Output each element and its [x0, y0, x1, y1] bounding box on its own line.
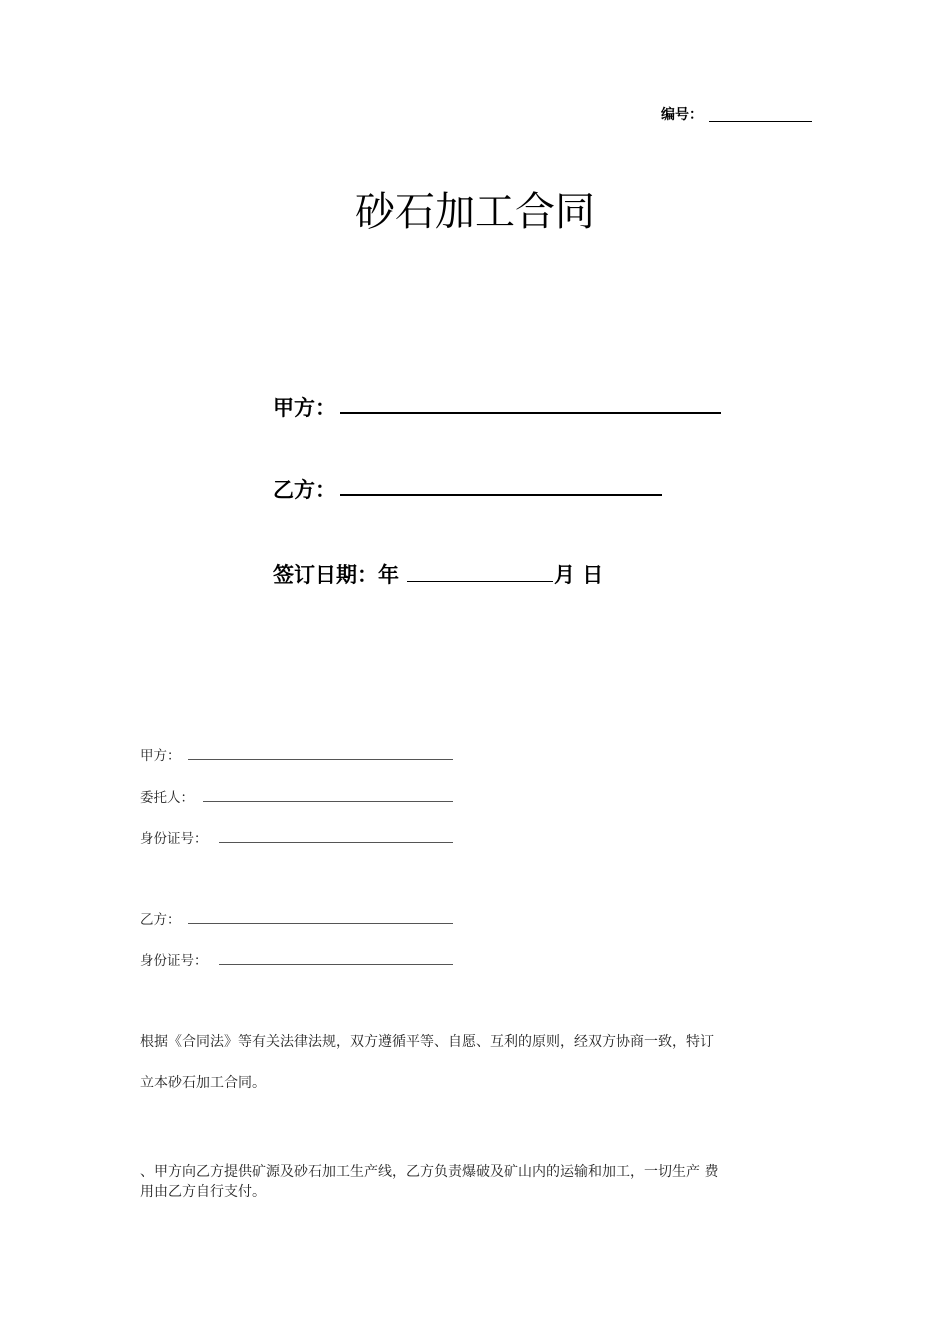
cover-date-label: 签订日期：年 [273, 563, 399, 587]
party-b-id-label: 身份证号： [140, 953, 208, 969]
party-a-id-blank[interactable] [219, 842, 453, 843]
party-a-blank[interactable] [188, 759, 453, 760]
cover-party-a-label: 甲方： [273, 396, 336, 420]
doc-number-blank[interactable] [709, 121, 812, 122]
party-b-label: 乙方： [140, 912, 181, 928]
party-a-id-label: 身份证号： [140, 831, 208, 847]
party-a-label: 甲方： [140, 748, 181, 764]
cover-party-a-blank[interactable] [340, 412, 721, 414]
cover-party-b-label: 乙方： [273, 478, 336, 502]
party-b-id-blank[interactable] [219, 964, 453, 965]
clause-1-line-2: 用由乙方自行支付。 [140, 1184, 266, 1200]
trustee-label: 委托人： [140, 790, 194, 806]
trustee-blank[interactable] [203, 801, 453, 802]
clause-1-line-1: 、甲方向乙方提供矿源及砂石加工生产线，乙方负责爆破及矿山内的运输和加工，一切生产 费 [140, 1164, 719, 1180]
cover-month-day: 月 日 [554, 563, 604, 587]
doc-number-label: 编号： [661, 107, 703, 123]
intro-line-1: 根据《合同法》等有关法律法规，双方遵循平等、自愿、互利的原则，经双方协商一致，特订 [140, 1034, 714, 1050]
party-b-blank[interactable] [188, 923, 453, 924]
document-title: 砂石加工合同 [355, 189, 595, 235]
cover-date-blank[interactable] [407, 581, 553, 582]
cover-party-b-blank[interactable] [340, 494, 662, 496]
intro-line-2: 立本砂石加工合同。 [140, 1075, 266, 1091]
